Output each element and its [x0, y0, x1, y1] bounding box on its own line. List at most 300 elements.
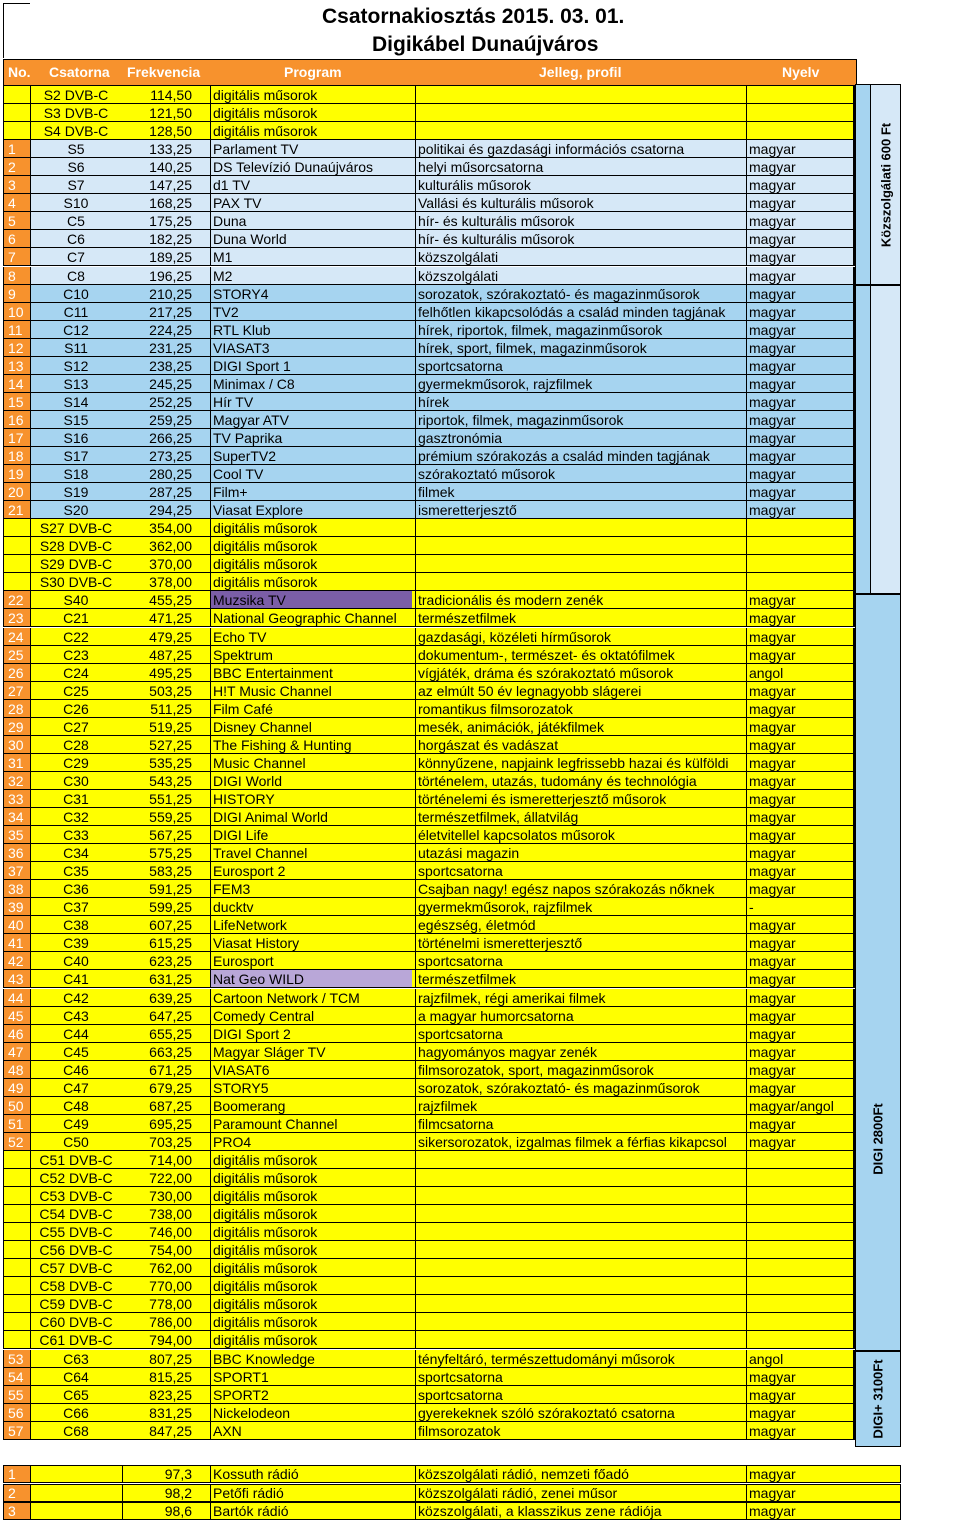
row-channel: C24 — [63, 664, 89, 681]
row-language: magyar — [749, 393, 796, 410]
column-divider — [30, 916, 31, 934]
row-channel: C38 — [63, 917, 89, 934]
row-number: 47 — [4, 1043, 30, 1060]
row-frequency: 231,25 — [149, 339, 192, 356]
row-number: 3 — [4, 176, 30, 193]
row-frequency: 714,00 — [149, 1151, 192, 1168]
row-frequency: 354,00 — [149, 520, 192, 537]
row-frequency: 362,00 — [149, 538, 192, 555]
row-number: 39 — [4, 898, 30, 915]
column-divider — [415, 1350, 416, 1368]
row-language: magyar — [749, 772, 796, 789]
header-program: Program — [284, 64, 342, 80]
table-row — [3, 555, 855, 573]
row-channel: S28 DVB-C — [39, 538, 113, 555]
row-profile — [415, 1187, 745, 1204]
column-divider — [746, 1259, 747, 1277]
column-divider — [210, 1368, 211, 1386]
column-divider — [30, 952, 31, 970]
row-profile: vígjáték, dráma és szórakoztató műsorok — [418, 664, 674, 681]
row-language: magyar — [749, 357, 796, 374]
table-row — [3, 1079, 855, 1097]
row-channel: S12 — [63, 357, 89, 374]
row-number: 4 — [4, 194, 30, 211]
column-divider — [746, 1368, 747, 1386]
radio-number: 2 — [4, 1485, 30, 1501]
row-channel: C61 DVB-C — [39, 1332, 113, 1349]
row-program: digitális műsorok — [213, 538, 318, 555]
row-frequency: 114,50 — [150, 87, 192, 103]
row-profile: gasztronómia — [418, 429, 503, 446]
column-divider — [210, 176, 211, 194]
table-row — [3, 826, 855, 844]
table-row — [3, 1350, 855, 1368]
row-profile: helyi műsorcsatorna — [418, 159, 544, 176]
column-divider — [746, 1223, 747, 1241]
row-profile: mesék, animációk, játékfilmek — [418, 718, 604, 735]
row-language: magyar — [749, 177, 796, 194]
column-divider — [415, 970, 416, 988]
row-program: AXN — [213, 1422, 242, 1439]
row-profile: felhőtlen kikapcsolódás a család minden tagjának — [418, 303, 726, 320]
column-divider — [30, 212, 31, 230]
column-divider — [746, 826, 747, 844]
row-language: magyar/angol — [749, 1097, 834, 1114]
column-divider — [30, 555, 31, 573]
row-frequency: 196,25 — [149, 267, 192, 284]
row-channel: S11 — [64, 339, 88, 356]
table-row — [3, 519, 855, 537]
column-divider — [415, 1404, 416, 1422]
row-language: magyar — [749, 827, 796, 844]
row-language — [746, 537, 851, 554]
row-language — [746, 1295, 851, 1312]
row-frequency: 599,25 — [149, 899, 192, 916]
row-profile: hír- és kulturális műsorok — [418, 231, 575, 248]
row-language: magyar — [749, 971, 796, 988]
row-program: SPORT1 — [213, 1368, 269, 1385]
row-language: magyar — [749, 249, 796, 266]
row-program: digitális műsorok — [213, 1332, 318, 1349]
column-divider — [746, 519, 747, 537]
column-divider — [746, 357, 747, 375]
column-divider — [30, 357, 31, 375]
column-divider — [415, 1277, 416, 1295]
row-language: magyar — [749, 375, 796, 392]
table-row — [3, 1223, 855, 1241]
row-language: magyar — [749, 809, 796, 825]
column-divider — [210, 1386, 211, 1404]
column-divider — [30, 194, 31, 212]
row-channel: C48 — [63, 1097, 89, 1114]
row-channel: C41 — [63, 971, 89, 988]
row-channel: S30 DVB-C — [39, 574, 113, 591]
row-profile: gyermekműsorok, rajzfilmek — [418, 375, 593, 392]
row-frequency: 703,25 — [149, 1133, 192, 1150]
row-language: magyar — [749, 592, 796, 609]
row-language — [746, 573, 851, 590]
row-number: 1 — [4, 140, 30, 157]
row-profile: történelemi és ismeretterjesztő műsorok — [418, 790, 667, 807]
row-channel: C11 — [63, 303, 89, 320]
row-number: 36 — [4, 844, 30, 861]
column-divider — [30, 1331, 31, 1349]
row-frequency: 583,25 — [149, 863, 192, 880]
table-row — [3, 1331, 855, 1349]
row-profile: filmsorozatok, sport, magazinműsorok — [418, 1061, 654, 1078]
row-frequency: 543,25 — [149, 772, 192, 789]
row-program: Muzsika TV — [210, 591, 412, 608]
row-language: magyar — [749, 267, 796, 284]
column-divider — [210, 339, 211, 357]
column-divider — [30, 411, 31, 429]
column-divider — [746, 609, 747, 627]
row-number: 18 — [4, 447, 30, 464]
column-divider — [746, 321, 747, 339]
radio-number: 3 — [4, 1503, 30, 1519]
column-divider — [210, 952, 211, 970]
row-channel: C58 DVB-C — [39, 1278, 113, 1295]
column-divider — [746, 393, 747, 411]
row-number: 22 — [4, 591, 30, 608]
radio-language: magyar — [749, 1484, 796, 1501]
column-divider — [746, 754, 747, 772]
column-divider — [415, 375, 416, 393]
row-language — [746, 1223, 851, 1240]
row-program: digitális műsorok — [213, 556, 318, 573]
radio-profile: közszolgálati rádió, zenei műsor — [418, 1484, 618, 1501]
row-program: Duna World — [213, 231, 287, 248]
column-divider — [415, 1368, 416, 1386]
column-divider — [210, 375, 211, 393]
table-row — [3, 104, 855, 122]
row-profile: természetfilmek, állatvilág — [418, 809, 579, 825]
row-profile: természetfilmek — [418, 971, 517, 988]
row-profile: tényfeltáró, természettudományi műsorok — [418, 1350, 675, 1367]
row-number: 20 — [4, 483, 30, 500]
row-number: 21 — [4, 501, 30, 518]
column-divider — [210, 1169, 211, 1187]
column-divider — [210, 1205, 211, 1223]
row-channel: S10 — [63, 195, 89, 212]
column-divider — [746, 1061, 747, 1079]
row-program: Music Channel — [213, 754, 306, 771]
row-channel: C35 — [63, 863, 89, 880]
row-program: HISTORY — [213, 790, 275, 807]
column-divider — [210, 411, 211, 429]
column-divider — [210, 1115, 211, 1133]
row-channel: S18 — [63, 466, 89, 483]
table-row — [3, 754, 855, 772]
row-program: digitális műsorok — [213, 1224, 318, 1241]
row-channel: C45 — [63, 1043, 89, 1060]
column-divider — [210, 158, 211, 176]
row-program: DS Televízió Dunaújváros — [213, 159, 374, 176]
column-divider — [415, 826, 416, 844]
row-language: magyar — [749, 682, 796, 699]
column-divider — [210, 212, 211, 230]
row-frequency: 687,25 — [149, 1097, 192, 1114]
row-language: magyar — [749, 1115, 796, 1132]
column-divider — [30, 1466, 31, 1482]
table-row — [3, 628, 855, 646]
row-channel: S17 — [63, 448, 89, 464]
row-number — [4, 1313, 30, 1330]
column-divider — [210, 501, 211, 519]
table-row — [3, 303, 855, 321]
column-divider — [210, 1151, 211, 1169]
column-divider — [415, 790, 416, 808]
row-frequency: 607,25 — [149, 917, 192, 934]
row-profile: kulturális műsorok — [418, 177, 531, 194]
row-channel: C47 — [63, 1079, 89, 1096]
row-frequency: 224,25 — [149, 321, 192, 338]
column-divider — [415, 1025, 416, 1043]
row-language: magyar — [749, 1133, 796, 1150]
row-program: LifeNetwork — [213, 917, 287, 934]
row-frequency: 730,00 — [149, 1188, 192, 1205]
row-program: Travel Channel — [213, 845, 308, 862]
table-row — [3, 140, 855, 158]
row-number: 56 — [4, 1404, 30, 1421]
row-channel: C7 — [67, 249, 85, 266]
row-channel: C63 — [63, 1350, 89, 1367]
row-channel: S27 DVB-C — [39, 520, 113, 537]
row-language — [746, 555, 851, 572]
row-profile — [415, 1331, 745, 1348]
column-divider — [415, 501, 416, 519]
row-channel: C68 — [63, 1422, 89, 1439]
radio-profile: közszolgálati rádió, nemzeti főadó — [418, 1466, 629, 1482]
row-language — [746, 1331, 851, 1348]
row-frequency: 479,25 — [149, 628, 192, 645]
row-profile: történelmi ismeretterjesztő — [418, 935, 583, 952]
row-frequency: 786,00 — [149, 1314, 192, 1331]
row-channel: S7 — [67, 177, 85, 194]
row-profile: hagyományos magyar zenék — [418, 1043, 597, 1060]
row-program: Magyar Sláger TV — [213, 1043, 326, 1060]
row-frequency: 679,25 — [149, 1079, 192, 1096]
row-number — [4, 1295, 30, 1312]
column-divider — [210, 1241, 211, 1259]
row-channel: S6 — [67, 159, 85, 176]
package-basic — [855, 84, 871, 285]
row-frequency: 294,25 — [149, 502, 192, 519]
column-divider — [746, 1133, 747, 1151]
table-row — [3, 465, 855, 483]
column-divider — [210, 1025, 211, 1043]
row-frequency: 280,25 — [149, 466, 192, 483]
row-channel: C42 — [63, 989, 89, 1006]
row-number: 23 — [4, 609, 30, 626]
row-number: 14 — [4, 375, 30, 392]
table-row — [3, 934, 855, 952]
column-divider — [30, 393, 31, 411]
row-frequency: 245,25 — [149, 375, 192, 392]
row-number — [4, 1205, 30, 1222]
row-profile: hírek, riportok, filmek, magazinműsorok — [418, 321, 663, 338]
column-divider — [30, 1223, 31, 1241]
column-divider — [746, 1313, 747, 1331]
row-program: DIGI Sport 2 — [213, 1025, 291, 1042]
header-frequency: Frekvencia — [127, 64, 201, 80]
row-number: 7 — [4, 248, 30, 265]
row-program: H!T Music Channel — [213, 682, 332, 699]
table-row — [3, 375, 855, 393]
column-divider — [415, 285, 416, 303]
row-profile — [415, 1169, 745, 1186]
row-language: magyar — [749, 411, 796, 428]
row-language: magyar — [749, 754, 796, 771]
column-divider — [415, 1295, 416, 1313]
column-divider — [30, 1241, 31, 1259]
row-number: 6 — [4, 230, 30, 247]
column-divider — [746, 303, 747, 321]
row-profile: sikersorozatok, izgalmas filmek a férfias kikapcsol — [418, 1133, 727, 1150]
row-program: DIGI Animal World — [213, 809, 328, 825]
column-divider — [30, 1503, 31, 1519]
row-program: digitális műsorok — [213, 105, 318, 122]
row-profile: romantikus filmsorozatok — [418, 700, 573, 717]
table-row — [3, 1386, 855, 1404]
row-profile: természetfilmek — [418, 610, 517, 627]
row-profile — [415, 573, 745, 590]
column-divider — [210, 609, 211, 627]
row-language: magyar — [749, 1061, 796, 1078]
column-divider — [746, 952, 747, 970]
column-divider — [415, 1205, 416, 1223]
column-divider — [746, 555, 747, 573]
column-divider — [30, 664, 31, 682]
row-number: 33 — [4, 790, 30, 807]
column-divider — [210, 447, 211, 465]
table-row — [3, 1007, 855, 1025]
column-divider — [210, 700, 211, 718]
column-divider — [210, 718, 211, 736]
column-divider — [746, 248, 747, 266]
row-language: magyar — [749, 285, 796, 302]
column-divider — [415, 718, 416, 736]
row-program: Viasat History — [213, 935, 300, 952]
row-language: magyar — [749, 628, 796, 645]
row-language: magyar — [749, 1043, 796, 1060]
row-profile: gyermekműsorok, rajzfilmek — [418, 899, 593, 916]
column-divider — [30, 646, 31, 664]
table-row — [3, 267, 855, 285]
column-divider — [746, 664, 747, 682]
column-divider — [30, 1097, 31, 1115]
row-program: Echo TV — [213, 628, 267, 645]
row-frequency: 121,50 — [149, 105, 192, 122]
row-channel: C66 — [63, 1404, 89, 1421]
column-divider — [30, 754, 31, 772]
column-divider — [746, 1151, 747, 1169]
column-divider — [415, 916, 416, 934]
row-program: VIASAT3 — [213, 339, 270, 356]
row-profile: az elmúlt 50 év legnagyobb slágerei — [418, 682, 642, 699]
row-number — [4, 519, 30, 536]
column-divider — [210, 664, 211, 682]
row-profile: sportcsatorna — [418, 1386, 503, 1403]
row-program: Paramount Channel — [213, 1115, 338, 1132]
column-divider — [746, 537, 747, 555]
logo-placeholder — [3, 3, 30, 58]
column-divider — [30, 339, 31, 357]
radio-row — [3, 1465, 901, 1483]
row-language: magyar — [749, 339, 796, 356]
row-frequency: 168,25 — [149, 195, 192, 212]
row-number — [4, 1259, 30, 1276]
column-divider — [30, 1169, 31, 1187]
column-divider — [30, 1485, 31, 1501]
column-divider — [30, 267, 31, 285]
row-frequency: 559,25 — [149, 809, 192, 825]
row-channel: C52 DVB-C — [39, 1170, 113, 1186]
column-divider — [415, 1007, 416, 1025]
column-divider — [415, 555, 416, 573]
table-row — [3, 898, 855, 916]
row-number: 16 — [4, 411, 30, 428]
column-divider — [415, 1466, 416, 1482]
table-row — [3, 501, 855, 519]
column-divider — [210, 826, 211, 844]
row-frequency: 378,00 — [149, 574, 192, 591]
header-channel: Csatorna — [49, 64, 110, 80]
column-divider — [30, 1151, 31, 1169]
row-channel: C8 — [67, 267, 85, 284]
column-divider — [210, 989, 211, 1007]
column-divider — [746, 86, 747, 104]
row-program: TV2 — [213, 303, 239, 320]
column-divider — [210, 248, 211, 266]
table-row — [3, 1115, 855, 1133]
row-profile: sportcsatorna — [418, 1368, 503, 1385]
table-row — [3, 429, 855, 447]
row-profile: dokumentum-, természet- és oktatófilmek — [418, 646, 675, 663]
radio-language: magyar — [749, 1466, 796, 1482]
column-divider — [30, 628, 31, 646]
table-row — [3, 339, 855, 357]
row-number: 2 — [4, 158, 30, 175]
row-frequency: 831,25 — [149, 1404, 192, 1421]
row-channel: C59 DVB-C — [39, 1296, 113, 1313]
row-channel: C40 — [63, 953, 89, 970]
column-divider — [415, 573, 416, 591]
column-divider — [415, 1259, 416, 1277]
row-channel: C55 DVB-C — [39, 1224, 113, 1241]
row-language: magyar — [749, 1368, 796, 1385]
row-channel: C6 — [67, 231, 85, 248]
row-program: digitális műsorok — [213, 1170, 318, 1186]
column-divider — [210, 573, 211, 591]
column-divider — [210, 465, 211, 483]
column-divider — [210, 844, 211, 862]
radio-number: 1 — [4, 1466, 30, 1482]
column-divider — [415, 1187, 416, 1205]
table-row — [3, 952, 855, 970]
row-language — [746, 1151, 851, 1168]
column-divider — [415, 447, 416, 465]
column-divider — [415, 1133, 416, 1151]
column-divider — [415, 465, 416, 483]
column-divider — [210, 303, 211, 321]
row-profile: sportcsatorna — [418, 863, 503, 880]
column-divider — [30, 934, 31, 952]
column-divider — [415, 700, 416, 718]
table-row — [3, 321, 855, 339]
column-divider — [210, 1061, 211, 1079]
row-channel: C46 — [63, 1061, 89, 1078]
